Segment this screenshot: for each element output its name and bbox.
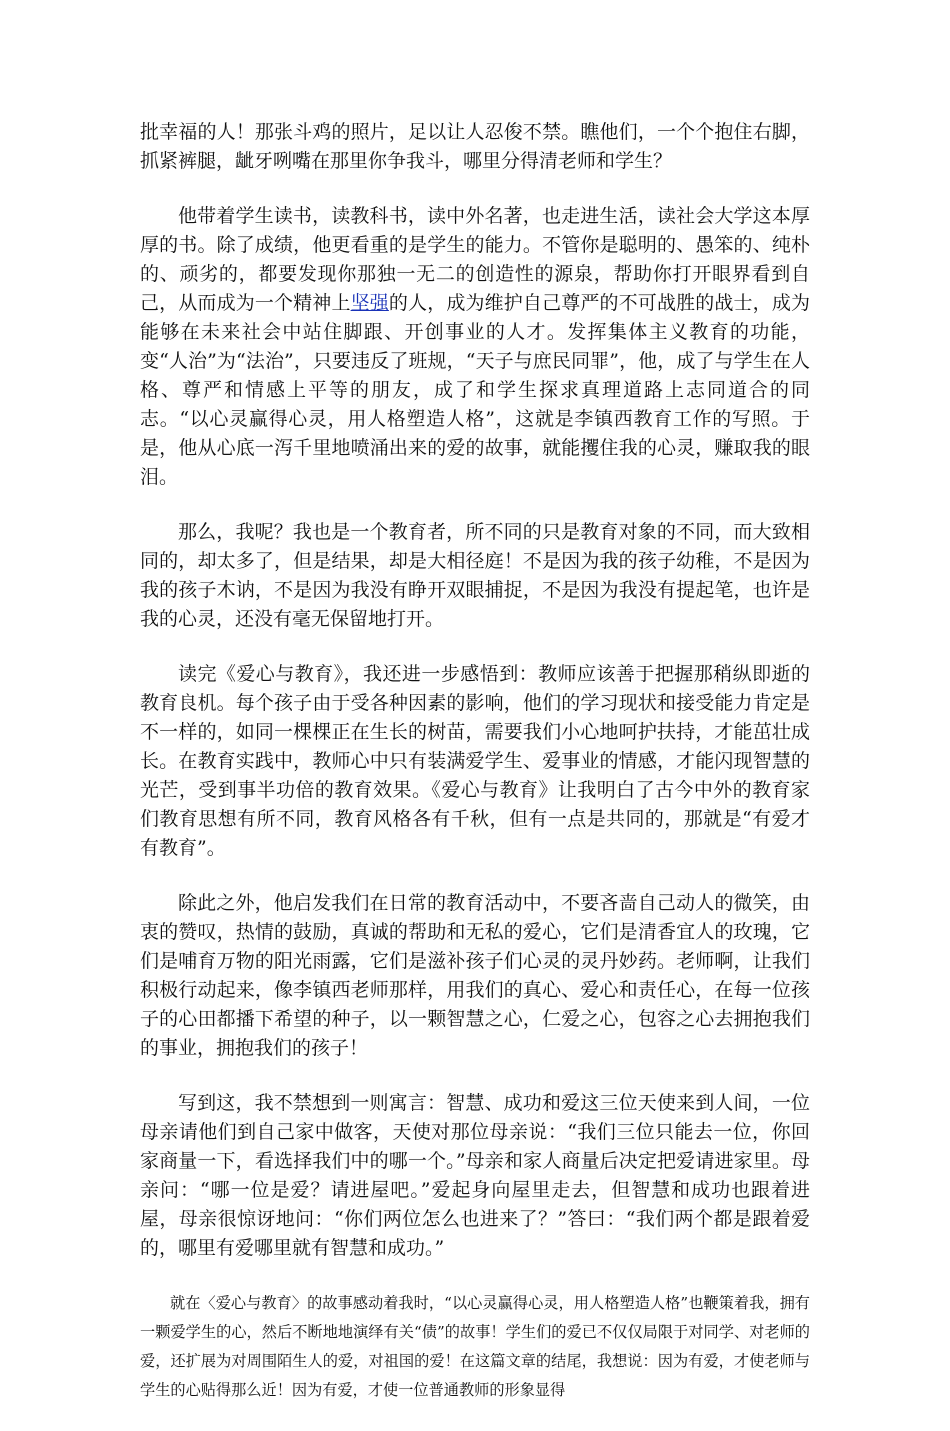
paragraph-2 [140,202,810,492]
paragraph-3: 那么，我呢？我也是一个教育者，所不同的只是教育对象的不同，而大致相同的，却太多了，但是结果，却是大相径庭！不是因为我的孩子幼稚，不是因为我的孩子木讷，不是因为我没有睁开双眼捕捉，不是因为我没有提起笔，也许是我的心灵，还没有毫无保留地打开。 [140,521,810,630]
document-body [140,118,810,1431]
paragraph-4: 读完《爱心与教育》，我还进一步感悟到：教师应该善于把握那稍纵即逝的教育良机。每个孩子由于受各种因素的影响，他们的学习现状和接受能力肯定是不一样的，如同一棵棵正在生长的树苗，需要我们小心地呵护扶持，才能茁壮成长。在教育实践中，教师心中只有装满爱学生、爱事业的情感，才能闪现智慧的光芒，受到事半功倍的教育效果。《爱心与教育》让我明白了古今中外的教育家们教育思想有所不同，教育风格各有千秋，但有一点是共同的，那就是“有爱才有教育”。 [140,663,810,859]
paragraph-2-text-after: 的人，成为维护自己尊严的不可战胜的战士，成为能够在未来社会中站住脚跟、开创事业的人才。发挥集体主义教育的功能，变“人治”为“法治”，只要违反了班规，“天子与庶民同罪”，他，成了与学生在人格、尊严和情感上平等的朋友，成了和学生探求真理道路上志同道合的同志。“以心灵赢得心灵，用人格塑造人格”，这就是李镇西教育工作的写照。于是，他从心底一泻千里地喷涌出来的爱的故事，就能攫住我的心灵，赚取我的眼泪。 [140,292,810,488]
paragraph-1: 批幸福的人！那张斗鸡的照片，足以让人忍俊不禁。瞧他们，一个个抱住右脚，抓紧裤腿，龇牙咧嘴在那里你争我斗，哪里分得清老师和学生？ [140,121,810,172]
paragraph-7: 就在〈爱心与教育〉的故事感动着我时，“以心灵赢得心灵，用人格塑造人格”也鞭策着我，拥有一颗爱学生的心，然后不断地地演绎有关“债”的故事！学生们的爱已不仅仅局限于对同学、对老师的爱，还扩展为对周围陌生人的爱，对祖国的爱！在这篇文章的结尾，我想说：因为有爱，才使老师与学生的心贴得那么近！因为有爱，才使一位普通教师的形象显得 [140,1294,810,1399]
paragraph-5: 除此之外，他启发我们在日常的教育活动中，不要吝啬自己动人的微笑，由衷的赞叹，热情的鼓励，真诚的帮助和无私的爱心，它们是清香宜人的玫瑰，它们是哺育万物的阳光雨露，它们是滋补孩子们心灵的灵丹妙药。老师啊，让我们积极行动起来，像李镇西老师那样，用我们的真心、爱心和责任心，在每一位孩子的心田都播下希望的种子，以一颗智慧之心，仁爱之心，包容之心去拥抱我们的事业，拥抱我们的孩子！ [140,892,810,1059]
paragraph-6: 写到这，我不禁想到一则寓言：智慧、成功和爱这三位天使来到人间，一位母亲请他们到自己家中做客，天使对那位母亲说：“我们三位只能去一位，你回家商量一下，看选择我们中的哪一个。”母亲和家人商量后决定把爱请进家里。母亲问：“哪一位是爱？请进屋吧。”爱起身向屋里走去，但智慧和成功也跟着进屋，母亲很惊讶地问：“你们两位怎么也进来了？”答曰：“我们两个都是跟着爱的，哪里有爱哪里就有智慧和成功。” [140,1092,810,1259]
paragraph-2-text-before: 他带着学生读书，读教科书，读中外名著，也走进生活，读社会大学这本厚厚的书。除了成绩，他更看重的是学生的能力。不管你是聪明的、愚笨的、纯朴的、顽劣的，都要发现你那独一无二的创造性的源泉，帮助你打开眼界看到自己，从而成为一个精神上 [140,205,810,314]
link-jianqiang[interactable]: 坚强 [350,292,389,314]
